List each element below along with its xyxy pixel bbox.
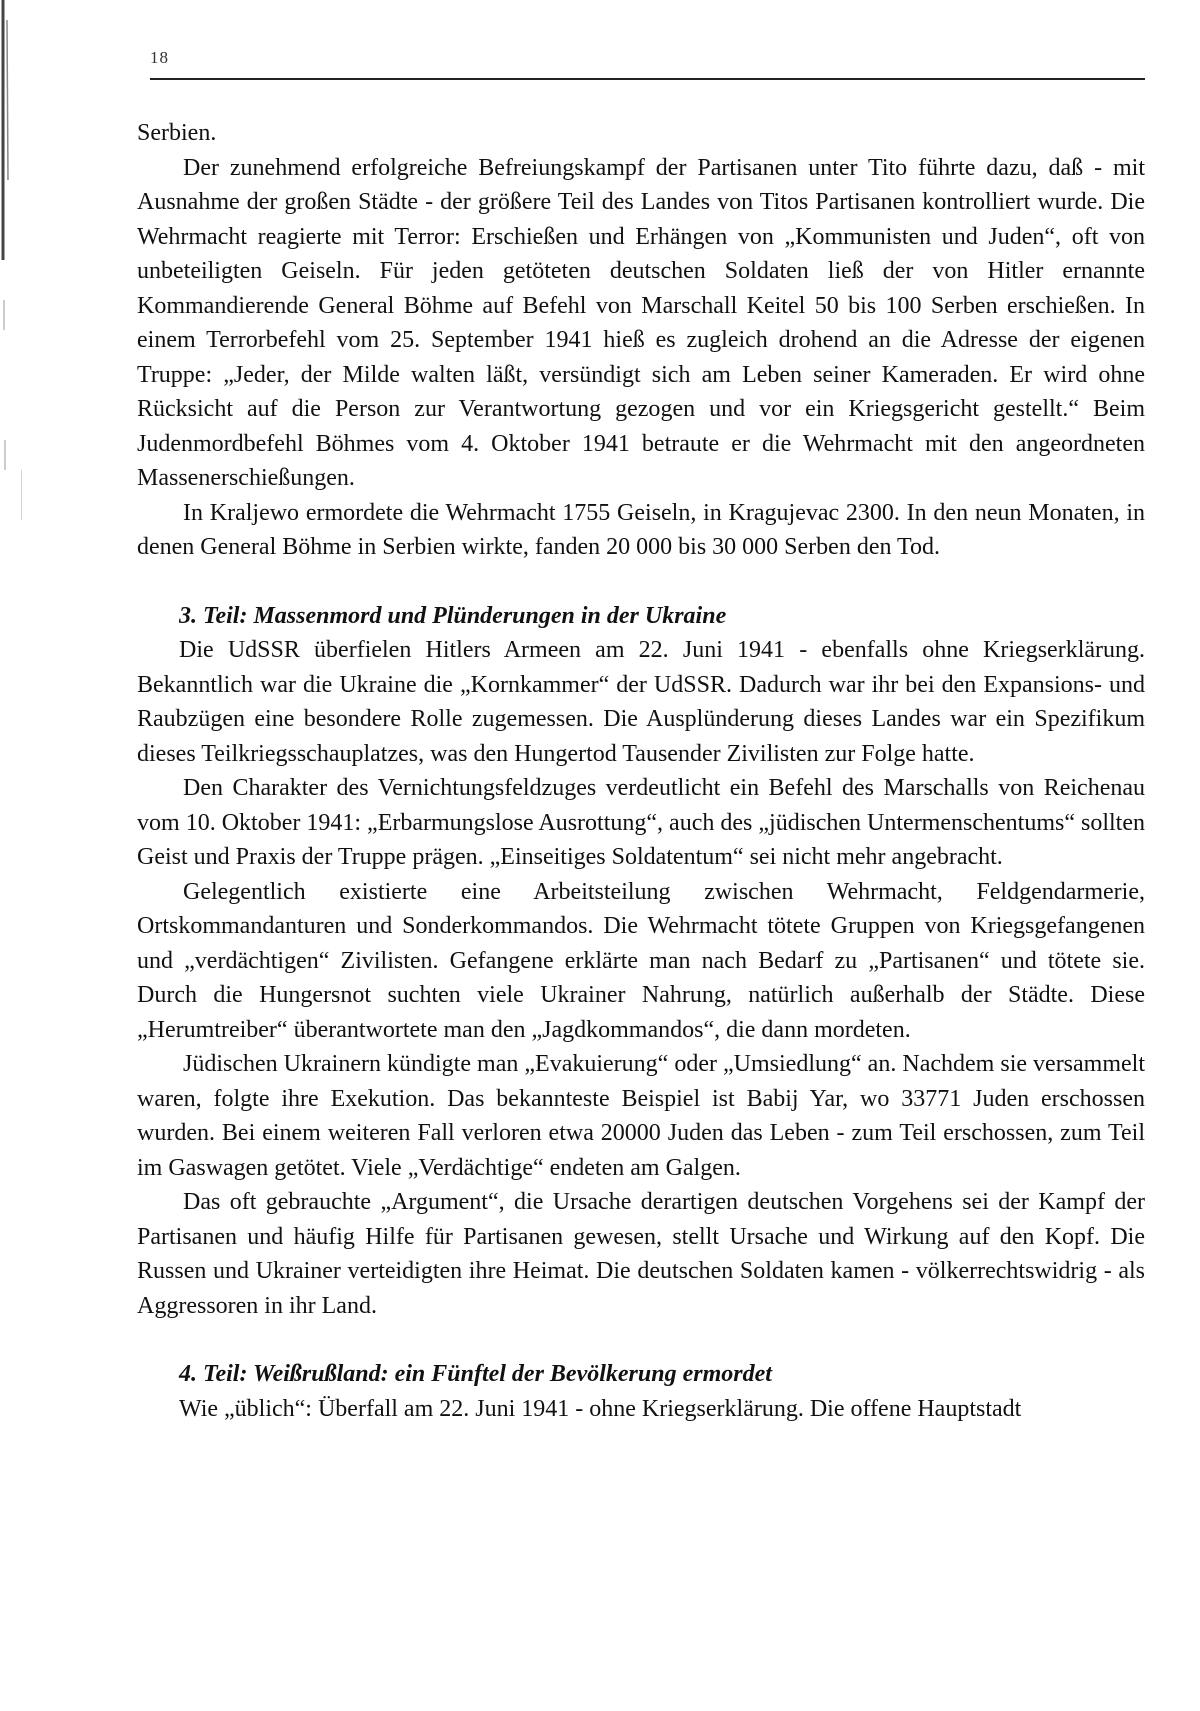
page-body xyxy=(137,116,1145,1426)
paragraph: Gelegentlich existierte eine Arbeitsteilung zwischen Wehrmacht, Feldgendarmerie, Ortskommandanturen und Sonderkommandos. Die Wehrmacht tötete Gruppen von Kriegsgefangenen und „verdächtigen“ Zivilisten. Gefangene erklärte man nach Bedarf zu „Partisanen“ und tötete sie. Durch die Hungersnot suchten viele Ukrainer Nahrung, natürlich außerhalb der Städte. Diese „Herumtreiber“ überantwortete man den „Jagdkommandos“, die dann mordeten. xyxy=(137,878,1145,1043)
paragraph: Der zunehmend erfolgreiche Befreiungskampf der Partisanen unter Tito führte dazu, daß - mit Ausnahme der großen Städte - der größere Teil des Landes von Titos Partisanen kontrolliert wurde. Die Wehrmacht reagierte mit Terror: Erschießen und Erhängen von „Kommunisten und Juden“, oft von unbeteiligten Geiseln. Für jeden getöteten deutschen Soldaten ließ der von Hitler ernannte Kommandierende General Böhme auf Befehl von Marschall Keitel 50 bis 100 Serben erschießen. In einem Terrorbefehl vom 25. September 1941 hieß es zugleich drohend an die Adresse der eigenen Truppe: „Jeder, der Milde walten läßt, versündigt sich am Leben seiner Kameraden. Er wird ohne Rücksicht auf die Person zur Verantwortung gezogen und vor ein Kriegsgericht gestellt.“ Beim Judenmordbefehl Böhmes vom 4. Oktober 1941 betraute er die Wehrmacht mit den angeordneten Massenerschießungen. xyxy=(137,154,1145,491)
paragraph: In Kraljewo ermordete die Wehrmacht 1755 Geiseln, in Kragujevac 2300. In den neun Monaten, in denen General Böhme in Serbien wirkte, fanden 20 000 bis 30 000 Serben den Tod. xyxy=(137,499,1145,560)
paragraph: Wie „üblich“: Überfall am 22. Juni 1941 - ohne Kriegserklärung. Die offene Hauptstadt xyxy=(179,1395,1022,1422)
paragraph: Das oft gebrauchte „Argument“, die Ursache derartigen deutschen Vorgehens sei der Kampf der Partisanen und häufig Hilfe für Partisanen gewesen, stellt Ursache und Wirkung auf den Kopf. Die Russen und Ukrainer verteidigten ihre Heimat. Die deutschen Soldaten kamen - völkerrechtswidrig - als Aggressoren in ihr Land. xyxy=(137,1189,1145,1319)
paragraph: Serbien. xyxy=(137,120,217,146)
paragraph: Die UdSSR überfielen Hitlers Armeen am 22. Juni 1941 - ebenfalls ohne Kriegserklärung. Bekanntlich war die Ukraine die „Kornkammer“ der UdSSR. Dadurch war ihr bei den Expansions- und Raubzügen eine besondere Rolle zugemessen. Die Ausplünderung dieses Landes war ein Spezifikum dieses Teilkriegsschauplatzes, was den Hungertod Tausender Zivilisten zur Folge hatte. xyxy=(137,637,1145,767)
section-heading-4: 4. Teil: Weißrußland: ein Fünftel der Bevölkerung ermordet xyxy=(179,1361,772,1387)
page-number: 18 xyxy=(150,48,169,67)
scan-edge-artifact xyxy=(0,0,22,600)
paragraph: Den Charakter des Vernichtungsfeldzuges verdeutlicht ein Befehl des Marschalls von Reichenau vom 10. Oktober 1941: „Erbarmungslose Ausrottung“, auch des „jüdischen Untermenschentums“ sollten Geist und Praxis der Truppe prägen. „Einseitiges Soldatentum“ sei nicht mehr angebracht. xyxy=(137,775,1145,870)
paragraph: Jüdischen Ukrainern kündigte man „Evakuierung“ oder „Umsiedlung“ an. Nachdem sie versammelt waren, folgte ihre Exekution. Das bekannteste Beispiel ist Babij Yar, wo 33771 Juden erschossen wurden. Bei einem weiteren Fall verloren etwa 20000 Juden das Leben - zum Teil erschossen, zum Teil im Gaswagen getötet. Viele „Verdächtige“ endeten am Galgen. xyxy=(137,1051,1145,1181)
header-rule xyxy=(150,78,1145,80)
section-heading-3: 3. Teil: Massenmord und Plünderungen in der Ukraine xyxy=(179,602,727,629)
